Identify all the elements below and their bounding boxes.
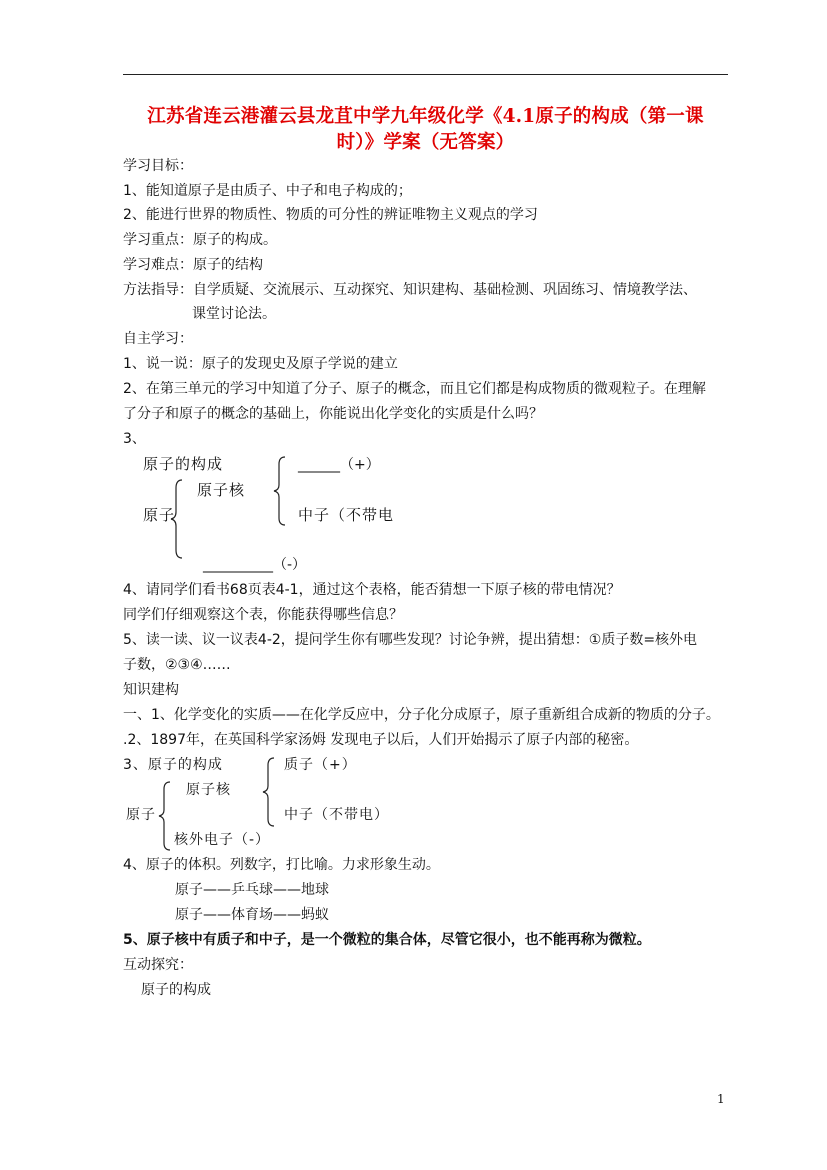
knowledge-4a: 原子——乒乓球——地球	[175, 882, 329, 898]
goal-2: 2、能进行世界的物质性、物质的可分性的辨证唯物主义观点的学习	[123, 207, 538, 223]
diagram2-neutron: 中子（不带电）	[284, 807, 389, 823]
interact-item-1: 原子的构成	[141, 982, 211, 998]
page-number: 1	[717, 1092, 725, 1106]
knowledge-4b: 原子——体育场——蚂蚁	[175, 907, 329, 923]
title-line-2: 时）》学案（无答案）	[336, 132, 515, 153]
item-2-line-2: 了分子和原子的概念的基础上，你能说出化学变化的实质是什么吗？	[123, 406, 543, 422]
header-rule	[123, 74, 728, 75]
item-1: 1、说一说：原子的发现史及原子学说的建立	[123, 356, 398, 372]
item-5-line-2: 子数，②③④……	[123, 657, 231, 673]
diagram1-nucleus: 原子核	[197, 481, 246, 499]
method-line-1: 方法指导：自学质疑、交流展示、互动探究、知识建构、基础检测、巩固练习、情境教学法、	[123, 282, 697, 298]
knowledge-heading: 知识建构	[123, 682, 179, 698]
diagram2-atom-brace	[158, 780, 172, 852]
diagram1-nucleus-brace	[273, 455, 287, 527]
goals-heading: 学习目标：	[123, 158, 193, 174]
diagram2-nucleus-brace	[262, 756, 276, 828]
method-line-2: 课堂讨论法。	[192, 306, 276, 322]
diagram2-nucleus: 原子核	[186, 782, 231, 798]
item-3: 3、	[123, 431, 146, 447]
knowledge-5: 5、原子核中有质子和中子，是一个微粒的集合体，尽管它很小，也不能再称为微粒。	[123, 932, 651, 948]
diagram2-atom: 原子	[126, 807, 156, 823]
diagram1-atom-brace	[170, 478, 184, 560]
difficulty: 学习难点：原子的结构	[123, 257, 263, 273]
diagram1-title: 原子的构成	[143, 455, 224, 473]
diagram1-electron-blank: __________（-）	[203, 557, 307, 573]
item-5-line-1: 5、读一读、议一议表4-2，提问学生你有哪些发现？讨论争辨，提出猜想：①质子数=核外电	[123, 632, 698, 648]
knowledge-4: 4、原子的体积。列数字，打比喻。力求形象生动。	[123, 857, 440, 873]
diagram1-neutron: 中子（不带电	[298, 506, 395, 524]
diagram1-proton-blank: ______（+）	[298, 457, 380, 473]
diagram2-title: 3、原子的构成	[123, 757, 223, 773]
item-4-line-2: 同学们仔细观察这个表，你能获得哪些信息？	[123, 607, 403, 623]
self-study-heading: 自主学习：	[123, 331, 193, 347]
diagram2-electron: 核外电子（-）	[174, 832, 271, 848]
diagram2-proton: 质子（+）	[284, 757, 357, 773]
title-line-1: 江苏省连云港灌云县龙苴中学九年级化学《4.1原子的构成（第一课	[147, 106, 704, 127]
goal-1: 1、能知道原子是由质子、中子和电子构成的；	[123, 183, 412, 199]
knowledge-2: .2、1897年，在英国科学家汤姆 发现电子以后，人们开始揭示了原子内部的秘密。	[123, 732, 639, 748]
knowledge-1: 一、1、化学变化的实质——在化学反应中，分子化分成原子，原子重新组合成新的物质的分子。	[123, 707, 720, 723]
item-4: 4、请同学们看书68页表4-1，通过这个表格，能否猜想一下原子核的带电情况？	[123, 582, 621, 598]
key-point: 学习重点：原子的构成。	[123, 232, 277, 248]
interact-heading: 互动探究：	[123, 957, 193, 973]
diagram1-atom: 原子	[143, 506, 176, 524]
item-2-line-1: 2、在第三单元的学习中知道了分子、原子的概念，而且它们都是构成物质的微观粒子。在理解	[123, 381, 706, 397]
